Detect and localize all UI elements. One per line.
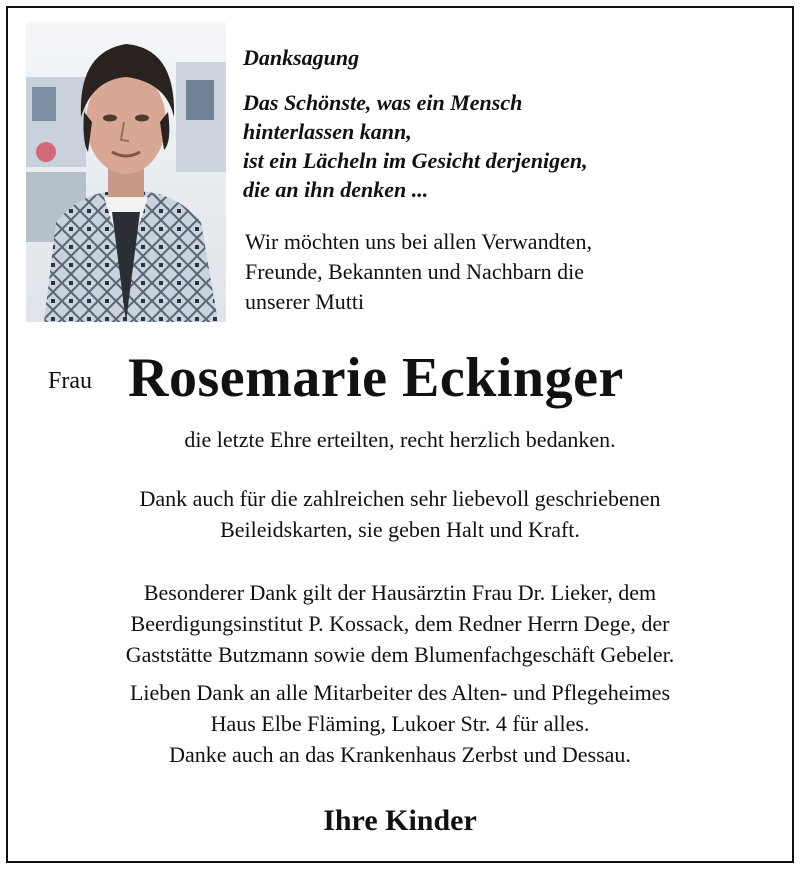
cards-paragraph [0, 483, 800, 545]
quote-line: hinterlassen kann, [243, 119, 412, 144]
cards-line: Dank auch für die zahlreichen sehr liebevoll geschriebenen [139, 486, 661, 511]
deceased-name: Rosemarie Eckinger [128, 347, 624, 409]
signature: Ihre Kinder [323, 804, 477, 837]
memorial-quote [243, 88, 588, 204]
deceased-name-row [0, 347, 800, 420]
quote-line: ist ein Lächeln im Gesicht derjenigen, [243, 148, 588, 173]
portrait-photo [26, 22, 226, 322]
quote-line: die an ihn denken ... [243, 177, 429, 202]
special-line: Besonderer Dank gilt der Hausärztin Frau Dr. Lieker, dem [143, 580, 657, 605]
quote-line: Das Schönste, was ein Mensch [243, 90, 523, 115]
honorific: Frau [48, 368, 92, 394]
intro-paragraph [245, 227, 592, 317]
cards-line: Beileidskarten, sie geben Halt und Kraft. [220, 517, 580, 542]
special-line: Beerdigungsinstitut P. Kossack, dem Redner Herrn Dege, der [130, 611, 670, 636]
notice-heading: Danksagung [243, 45, 360, 70]
intro-line: unserer Mutti [245, 289, 365, 314]
care-home-paragraph [0, 677, 800, 770]
care-line: Danke auch an das Krankenhaus Zerbst und Dessau. [169, 742, 631, 767]
care-line: Haus Elbe Fläming, Lukoer Str. 4 für alles. [210, 711, 590, 736]
intro-line: Wir möchten uns bei allen Verwandten, [245, 229, 592, 254]
special-thanks-paragraph [0, 577, 800, 670]
intro-line: Freunde, Bekannten und Nachbarn die [245, 259, 585, 284]
care-line: Lieben Dank an alle Mitarbeiter des Alten- und Pflegeheimes [129, 680, 671, 705]
thanks-line: die letzte Ehre erteilten, recht herzlich bedanken. [184, 427, 616, 452]
special-line: Gaststätte Butzmann sowie dem Blumenfachgeschäft Gebeler. [125, 642, 675, 667]
thanks-paragraph [0, 424, 800, 455]
